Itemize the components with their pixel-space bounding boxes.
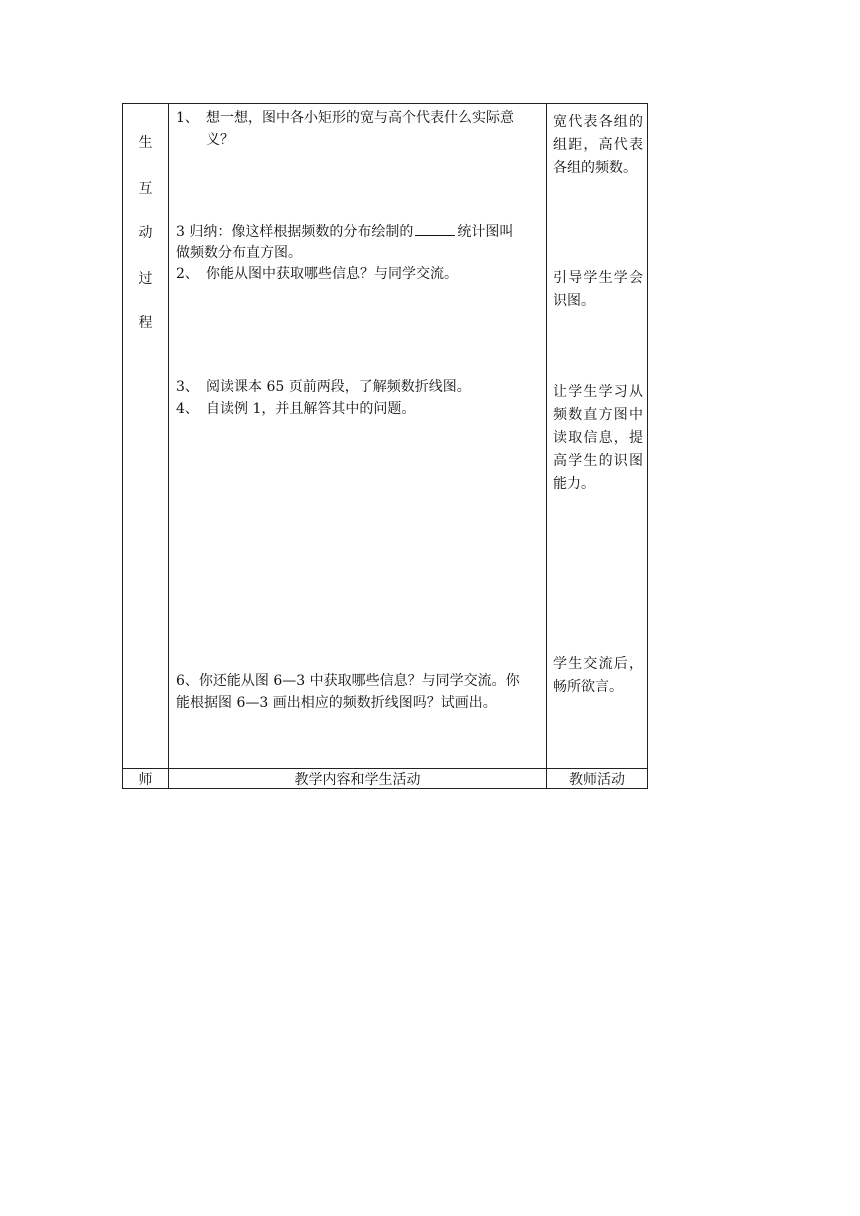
summary-text-before-blank: 3 归纳：像这样根据频数的分布绘制的: [176, 224, 414, 240]
column-divider-left: [168, 104, 169, 788]
footer-right-cell: 教师活动: [569, 772, 625, 788]
footer-left-cell: 师: [138, 772, 153, 788]
left-column-char-3: 动: [138, 225, 153, 241]
column-divider-right: [546, 104, 547, 788]
summary-line-1: [176, 221, 541, 242]
teacher-note-2: 引导学生学会识图。: [553, 270, 643, 309]
left-column-char-5: 程: [138, 315, 153, 331]
item-3: [176, 377, 541, 397]
summary-text-after-blank: 统计图叫: [457, 224, 514, 240]
item-2-text: 你能从图中获取哪些信息？与同学交流。: [206, 266, 458, 282]
footer-middle-cell: 教学内容和学生活动: [294, 772, 421, 788]
item-6-line-2: 能根据图 6—3 画出相应的频数折线图吗？试画出。: [176, 695, 497, 711]
footer-divider: [123, 768, 647, 769]
item-2-number: 2、: [176, 266, 199, 282]
item-3-number: 3、: [176, 379, 199, 395]
lesson-table: [122, 103, 648, 789]
item-1-text: 想一想，图中各小矩形的宽与高个代表什么实际意: [206, 110, 514, 126]
item-2: [176, 264, 541, 284]
summary-line-2: 做频数分布直方图。: [176, 245, 302, 261]
item-6-line-1: 6、你还能从图 6—3 中获取哪些信息？与同学交流。你: [176, 673, 520, 689]
left-column-char-1: 生: [138, 135, 153, 151]
fill-in-blank: [415, 221, 455, 236]
teacher-note-4: 学生交流后，畅所欲言。: [553, 656, 643, 695]
item-4: [176, 399, 541, 419]
item-1-continuation: 义？: [206, 132, 234, 148]
item-1: [176, 108, 541, 128]
item-4-number: 4、: [176, 401, 199, 417]
item-1-number: 1、: [176, 110, 199, 126]
left-column-char-4: 过: [138, 271, 153, 287]
teacher-note-3: 让学生学习从频数直方图中读取信息，提高学生的识图能力。: [553, 384, 643, 492]
left-column-char-2: 互: [138, 181, 153, 197]
item-3-text: 阅读课本 65 页前两段，了解频数折线图。: [206, 379, 471, 395]
item-4-text: 自读例 1，并且解答其中的问题。: [206, 401, 416, 417]
teacher-note-1: 宽代表各组的组距，高代表各组的频数。: [553, 114, 643, 176]
